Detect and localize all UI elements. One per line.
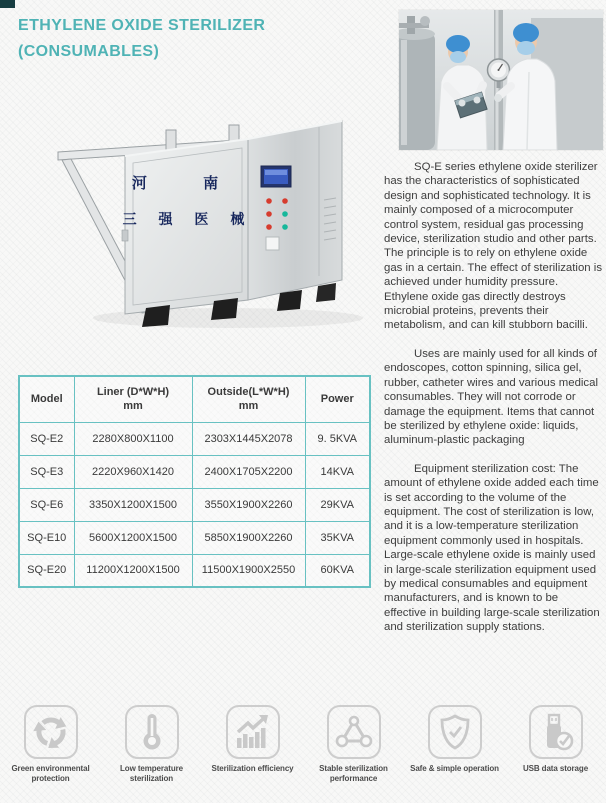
feature-label: Safe & simple operation xyxy=(410,764,499,773)
cell-model: SQ-E3 xyxy=(19,455,74,488)
tank-highlight xyxy=(401,40,407,145)
feature-label: Low temperature sterilization xyxy=(120,764,183,783)
description-column xyxy=(384,160,603,649)
feature-low-temperature xyxy=(101,705,202,784)
description-paragraph-1: SQ-E series ethylene oxide sterilizer has the characteristics of sophisticated design and sophisticated technology. It is mainly composed of a microcomputer control system, residual gas processing device, sterilization studio and other parts. The principle is to rely on ethylene oxide gas in a certain. The effect of sterilization is achieved under humidity pressure. Ethylene oxide gas directly destroys microbial proteins, prevents their metabolism, and can kill stubborn bacilli. xyxy=(384,161,603,332)
cell-outside: 3550X1900X2260 xyxy=(192,488,305,521)
table-row xyxy=(19,455,370,488)
machine-foot xyxy=(142,305,170,327)
machine-foot xyxy=(211,298,238,320)
page-title-line1: ETHYLENE OXIDE STERILIZER xyxy=(18,17,266,34)
corner-mark xyxy=(0,0,15,8)
feature-usb-storage xyxy=(505,705,606,784)
cell-outside: 2303X1445X2078 xyxy=(192,422,305,455)
feature-box xyxy=(125,705,179,759)
triangle-molecule-icon xyxy=(333,711,375,753)
panel-switch-plate xyxy=(266,237,279,250)
gauge-stem xyxy=(497,81,501,88)
thermometer-icon xyxy=(131,711,173,753)
feature-label: Sterilization efficiency xyxy=(211,764,294,773)
hairnet-cap xyxy=(446,35,470,53)
indicator-button xyxy=(266,198,272,204)
feature-stable-performance xyxy=(303,705,404,784)
cell-liner: 3350X1200X1500 xyxy=(74,488,192,521)
cell-liner: 2220X960X1420 xyxy=(74,455,192,488)
cell-power: 9. 5KVA xyxy=(305,422,370,455)
face-mask xyxy=(450,51,466,63)
feature-safe-operation xyxy=(404,705,505,784)
table-row xyxy=(19,521,370,554)
gauge-pin xyxy=(498,69,500,71)
feature-box xyxy=(428,705,482,759)
glove xyxy=(459,100,466,107)
feature-sterilization-efficiency xyxy=(202,705,303,784)
cell-model: SQ-E20 xyxy=(19,554,74,587)
feature-box xyxy=(226,705,280,759)
cell-model: SQ-E6 xyxy=(19,488,74,521)
face-mask xyxy=(517,41,535,55)
control-screen-glare xyxy=(265,170,287,175)
feature-label: Stable sterilization performance xyxy=(319,764,388,783)
cell-liner: 2280X800X1100 xyxy=(74,422,192,455)
page-title xyxy=(18,13,388,65)
machine-foot xyxy=(277,290,302,311)
shield-check-icon xyxy=(434,711,476,753)
feature-box xyxy=(327,705,381,759)
cell-model: SQ-E10 xyxy=(19,521,74,554)
spec-table-header-row xyxy=(19,376,370,422)
table-row xyxy=(19,554,370,587)
indicator-button xyxy=(282,211,288,217)
hairnet-cap xyxy=(513,23,539,43)
cell-power: 29KVA xyxy=(305,488,370,521)
machine-side-panel xyxy=(248,121,342,300)
cell-model: SQ-E2 xyxy=(19,422,74,455)
description-paragraph-2: Uses are mainly used for all kinds of endoscopes, cotton spinning, silica gel, rubber, catheter wires and various medical consumables. They will not corrode or damage the equipment. Items that cannot be sterilized by ethylene oxide: liquids, aluminum-plastic packaging xyxy=(384,347,598,447)
col-header-liner: Liner (D*W*H) mm xyxy=(74,376,192,422)
cell-power: 14KVA xyxy=(305,455,370,488)
cell-outside: 2400X1705X2200 xyxy=(192,455,305,488)
door-text-line1: 河 南 xyxy=(131,175,245,192)
description-paragraph-3: Equipment sterilization cost: The amount of ethylene oxide added each time is set according to the volume of the equipment. The cost of sterilization is low, and it is a low-temperature sterilization equipment commonly used in hospitals. Large-scale ethylene oxide is mainly used in large-scale sterilization equipment used by medical consumables and equipment manufacturers, and is known to be effective in building large-scale sterilization and sterilization supply stations. xyxy=(384,462,600,634)
cell-power: 60KVA xyxy=(305,554,370,587)
usb-drive-icon xyxy=(535,711,577,753)
feature-label: Green environmental protection xyxy=(11,764,90,783)
door-latch xyxy=(122,230,128,241)
table-row xyxy=(19,422,370,455)
recycle-icon xyxy=(30,711,72,753)
chart-growth-icon xyxy=(232,711,274,753)
cell-outside: 5850X1900X2260 xyxy=(192,521,305,554)
table-row xyxy=(19,488,370,521)
technicians-photo xyxy=(399,10,603,150)
indicator-button xyxy=(282,198,288,204)
spec-table xyxy=(18,375,371,588)
indicator-button xyxy=(266,211,272,217)
glove xyxy=(474,97,481,104)
page-title-line2: (CONSUMABLES) xyxy=(18,43,160,60)
col-header-power: Power xyxy=(305,376,370,422)
feature-label: USB data storage xyxy=(522,764,589,773)
indicator-button xyxy=(282,224,288,230)
door-text-line2: 三 强 医 械 xyxy=(122,211,254,227)
col-header-model: Model xyxy=(19,376,74,422)
col-header-outside: Outside(L*W*H) mm xyxy=(192,376,305,422)
cell-outside: 11500X1900X2550 xyxy=(192,554,305,587)
sterilizer-illustration xyxy=(18,104,366,338)
glove xyxy=(494,94,502,102)
cell-power: 35KVA xyxy=(305,521,370,554)
feature-box xyxy=(529,705,583,759)
indicator-button xyxy=(266,224,272,230)
technician-coat xyxy=(503,59,557,150)
cell-liner: 5600X1200X1500 xyxy=(74,521,192,554)
tank-valve xyxy=(420,16,430,26)
feature-box xyxy=(24,705,78,759)
feature-green-environmental xyxy=(0,705,101,784)
machine-foot xyxy=(316,283,336,302)
cell-liner: 11200X1200X1500 xyxy=(74,554,192,587)
features-row xyxy=(0,705,606,784)
